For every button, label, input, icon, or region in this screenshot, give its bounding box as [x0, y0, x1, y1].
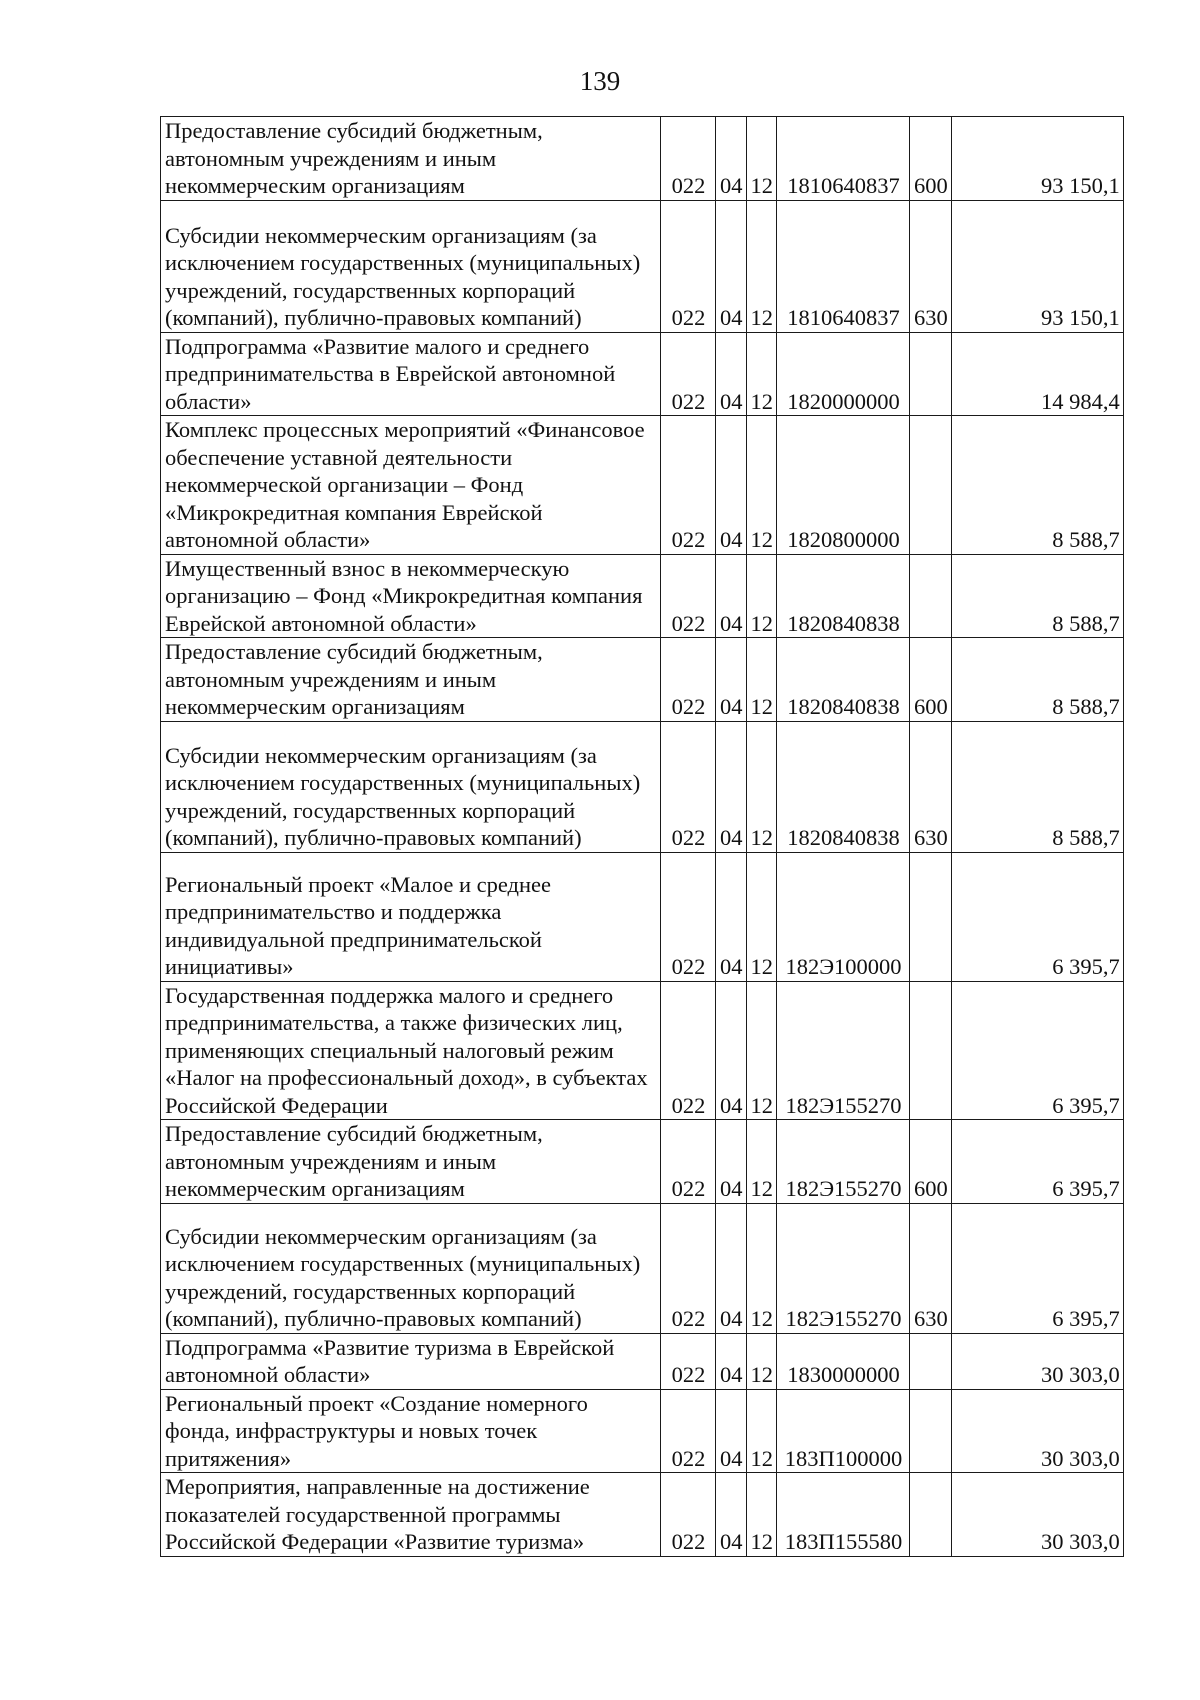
subsection-code: 12: [746, 1333, 777, 1389]
budget-table-body: [161, 117, 1124, 1557]
expense-type-code: 630: [910, 200, 952, 332]
subsection-code: 12: [746, 1203, 777, 1333]
expense-type-code: [910, 981, 952, 1120]
table-row: [161, 200, 1124, 332]
ministry-code: 022: [661, 200, 716, 332]
target-article-code: 1820000000: [777, 332, 910, 416]
expense-type-code: [910, 332, 952, 416]
row-description: Предоставление субсидий бюджетным, автономным учреждениям и иным некоммерческим организациям: [161, 117, 661, 201]
section-code: 04: [716, 638, 747, 722]
section-code: 04: [716, 1389, 747, 1473]
expense-type-code: [910, 852, 952, 981]
table-row: [161, 1333, 1124, 1389]
amount: 30 303,0: [951, 1333, 1123, 1389]
amount: 14 984,4: [951, 332, 1123, 416]
row-description: Мероприятия, направленные на достижение показателей государственной программы Российской Федерации «Развитие туризма»: [161, 1473, 661, 1557]
ministry-code: 022: [661, 638, 716, 722]
ministry-code: 022: [661, 1120, 716, 1204]
page-number: 139: [579, 66, 621, 96]
row-description: Предоставление субсидий бюджетным, автономным учреждениям и иным некоммерческим организациям: [161, 638, 661, 722]
section-code: 04: [716, 1120, 747, 1204]
amount: 30 303,0: [951, 1473, 1123, 1557]
ministry-code: 022: [661, 554, 716, 638]
subsection-code: 12: [746, 200, 777, 332]
row-description: Региональный проект «Малое и среднее предпринимательство и поддержка индивидуальной предпринимательской инициативы»: [161, 852, 661, 981]
target-article-code: 1820840838: [777, 554, 910, 638]
target-article-code: 182Э100000: [777, 852, 910, 981]
amount: 6 395,7: [951, 1203, 1123, 1333]
section-code: 04: [716, 117, 747, 201]
target-article-code: 1820840838: [777, 721, 910, 852]
row-description: Предоставление субсидий бюджетным, автономным учреждениям и иным некоммерческим организациям: [161, 1120, 661, 1204]
row-description: Субсидии некоммерческим организациям (за исключением государственных (муниципальных) учреждений, государственных корпораций (компаний), публично-правовых компаний): [161, 721, 661, 852]
section-code: 04: [716, 554, 747, 638]
ministry-code: 022: [661, 1473, 716, 1557]
expense-type-code: 630: [910, 1203, 952, 1333]
target-article-code: 183П155580: [777, 1473, 910, 1557]
ministry-code: 022: [661, 721, 716, 852]
row-description: Подпрограмма «Развитие малого и среднего предпринимательства в Еврейской автономной области»: [161, 332, 661, 416]
row-description: Комплекс процессных мероприятий «Финансовое обеспечение уставной деятельности некоммерческой организации – Фонд «Микрокредитная компания Еврейской автономной области»: [161, 416, 661, 555]
amount: 93 150,1: [951, 117, 1123, 201]
ministry-code: 022: [661, 981, 716, 1120]
subsection-code: 12: [746, 117, 777, 201]
section-code: 04: [716, 1333, 747, 1389]
ministry-code: 022: [661, 416, 716, 555]
expense-type-code: 600: [910, 638, 952, 722]
amount: 8 588,7: [951, 638, 1123, 722]
table-row: [161, 1120, 1124, 1204]
amount: 6 395,7: [951, 1120, 1123, 1204]
section-code: 04: [716, 332, 747, 416]
section-code: 04: [716, 721, 747, 852]
subsection-code: 12: [746, 981, 777, 1120]
expense-type-code: [910, 1389, 952, 1473]
subsection-code: 12: [746, 721, 777, 852]
target-article-code: 182Э155270: [777, 981, 910, 1120]
row-description: Региональный проект «Создание номерного фонда, инфраструктуры и новых точек притяжения»: [161, 1389, 661, 1473]
table-row: [161, 332, 1124, 416]
subsection-code: 12: [746, 554, 777, 638]
table-row: [161, 117, 1124, 201]
row-description: Субсидии некоммерческим организациям (за исключением государственных (муниципальных) учреждений, государственных корпораций (компаний), публично-правовых компаний): [161, 200, 661, 332]
subsection-code: 12: [746, 1473, 777, 1557]
row-description: Государственная поддержка малого и среднего предпринимательства, а также физических лиц, применяющих специальный налоговый режим «Налог на профессиональный доход», в субъектах Российской Федерации: [161, 981, 661, 1120]
section-code: 04: [716, 1203, 747, 1333]
table-row: [161, 554, 1124, 638]
expense-type-code: [910, 554, 952, 638]
expense-type-code: [910, 1473, 952, 1557]
amount: 6 395,7: [951, 852, 1123, 981]
expense-type-code: 630: [910, 721, 952, 852]
ministry-code: 022: [661, 1203, 716, 1333]
target-article-code: 1830000000: [777, 1333, 910, 1389]
row-description: Подпрограмма «Развитие туризма в Еврейской автономной области»: [161, 1333, 661, 1389]
amount: 30 303,0: [951, 1389, 1123, 1473]
table-row: [161, 852, 1124, 981]
target-article-code: 1820800000: [777, 416, 910, 555]
table-row: [161, 1389, 1124, 1473]
table-row: [161, 416, 1124, 555]
subsection-code: 12: [746, 1120, 777, 1204]
budget-table: [160, 116, 1124, 1557]
row-description: Имущественный взнос в некоммерческую организацию – Фонд «Микрокредитная компания Еврейской автономной области»: [161, 554, 661, 638]
target-article-code: 182Э155270: [777, 1203, 910, 1333]
ministry-code: 022: [661, 117, 716, 201]
amount: 8 588,7: [951, 416, 1123, 555]
expense-type-code: 600: [910, 117, 952, 201]
section-code: 04: [716, 981, 747, 1120]
section-code: 04: [716, 1473, 747, 1557]
subsection-code: 12: [746, 416, 777, 555]
amount: 8 588,7: [951, 721, 1123, 852]
subsection-code: 12: [746, 332, 777, 416]
ministry-code: 022: [661, 1389, 716, 1473]
target-article-code: 1820840838: [777, 638, 910, 722]
table-row: [161, 981, 1124, 1120]
target-article-code: 183П100000: [777, 1389, 910, 1473]
row-description: Субсидии некоммерческим организациям (за исключением государственных (муниципальных) учреждений, государственных корпораций (компаний), публично-правовых компаний): [161, 1203, 661, 1333]
table-row: [161, 638, 1124, 722]
subsection-code: 12: [746, 852, 777, 981]
ministry-code: 022: [661, 1333, 716, 1389]
ministry-code: 022: [661, 852, 716, 981]
table-row: [161, 1203, 1124, 1333]
ministry-code: 022: [661, 332, 716, 416]
expense-type-code: [910, 1333, 952, 1389]
table-row: [161, 721, 1124, 852]
table-row: [161, 1473, 1124, 1557]
amount: 6 395,7: [951, 981, 1123, 1120]
section-code: 04: [716, 416, 747, 555]
target-article-code: 1810640837: [777, 200, 910, 332]
section-code: 04: [716, 200, 747, 332]
subsection-code: 12: [746, 638, 777, 722]
expense-type-code: 600: [910, 1120, 952, 1204]
expense-type-code: [910, 416, 952, 555]
section-code: 04: [716, 852, 747, 981]
target-article-code: 182Э155270: [777, 1120, 910, 1204]
amount: 93 150,1: [951, 200, 1123, 332]
amount: 8 588,7: [951, 554, 1123, 638]
target-article-code: 1810640837: [777, 117, 910, 201]
subsection-code: 12: [746, 1389, 777, 1473]
